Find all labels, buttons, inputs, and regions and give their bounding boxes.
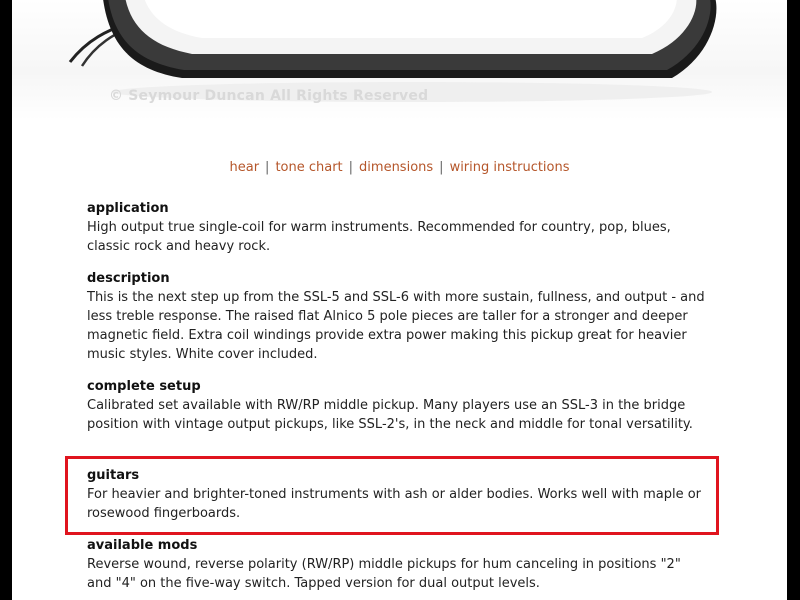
nav-separator: | <box>439 160 444 175</box>
nav-link-dimensions[interactable]: dimensions <box>359 160 434 175</box>
section-heading: application <box>87 201 169 216</box>
section-heading: guitars <box>87 468 140 483</box>
section-complete-setup <box>87 377 707 434</box>
nav-link-hear[interactable]: hear <box>229 160 260 175</box>
section-application <box>87 199 707 256</box>
product-nav <box>12 160 787 175</box>
section-body: High output true single-coil for warm instruments. Recommended for country, pop, blues, classic rock and heavy rock. <box>87 220 671 254</box>
section-body: Reverse wound, reverse polarity (RW/RP) middle pickups for hum canceling in positions "2" and "4" on the five-way switch. Tapped version for dual output levels. <box>87 557 681 591</box>
section-body: Calibrated set available with RW/RP middle pickup. Many players use an SSL-3 in the bridge position with vintage output pickups, like SSL-2's, in the neck and middle for tonal versatility. <box>87 398 693 432</box>
section-description <box>87 269 707 364</box>
pickup-product-image <box>12 0 787 120</box>
section-body: This is the next step up from the SSL-5 and SSL-6 with more sustain, fullness, and output - and less treble response. The raised flat Alnico 5 pole pieces are taller for a stronger and deeper magnetic field. Extra coil windings provide extra power making this pickup great for heavier music styles. White cover included. <box>87 290 705 362</box>
nav-separator: | <box>348 160 354 175</box>
nav-separator: | <box>265 160 270 175</box>
section-heading: description <box>87 271 170 286</box>
section-heading: available mods <box>87 538 198 553</box>
section-body: For heavier and brighter-toned instruments with ash or alder bodies. Works well with maple or rosewood fingerboards. <box>87 487 702 521</box>
copyright-watermark: © Seymour Duncan All Rights Reserved <box>109 88 429 104</box>
highlight-box <box>65 456 719 535</box>
page <box>12 0 787 600</box>
section-available-mods <box>87 536 707 593</box>
nav-link-wiring-instructions[interactable]: wiring instructions <box>449 160 570 175</box>
nav-link-tone-chart[interactable]: tone chart <box>275 160 343 175</box>
section-heading: complete setup <box>87 379 201 394</box>
